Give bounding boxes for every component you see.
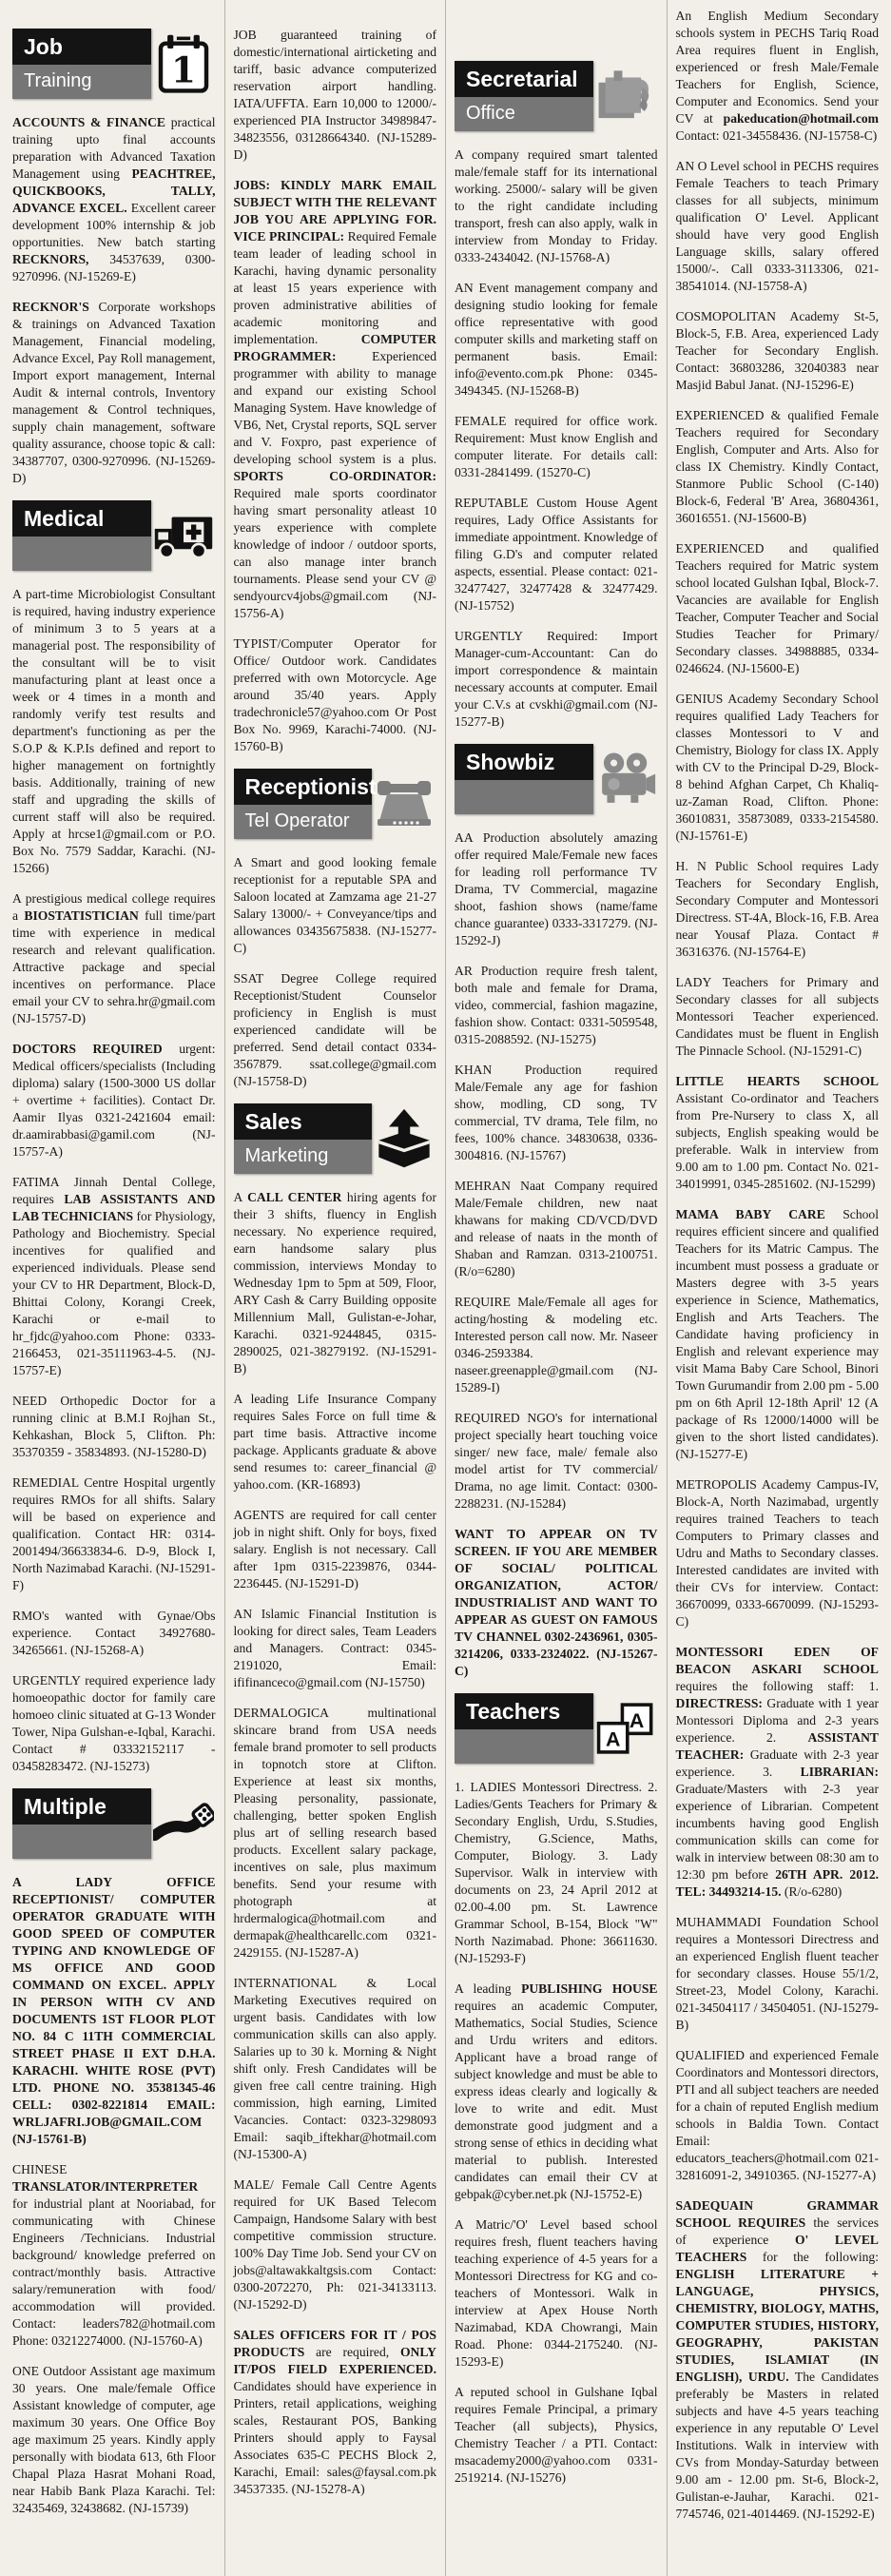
ad-text-bold: LIBRARIAN: <box>800 1765 879 1779</box>
classified-ad <box>234 1507 437 1592</box>
ad-text: A reputed school in Gulshane Iqbal requires Female Principal, a primary Teacher (all subjects), Physics, Chemistry Teacher / a PTI. Contact: msacademy2000@yahoo.com 0331-2519214. (NJ-15276) <box>455 2385 658 2485</box>
classified-ad <box>12 2363 216 2517</box>
ad-text: (R/o-6280) <box>781 1884 843 1899</box>
column-4 <box>667 0 888 2576</box>
ad-text: The Candidates preferably be Masters in related subjects and have 4-5 years teaching experience in any reputable O' Level Institutions. Walk in interview with CVs from Monday-Saturday between 9.00 am - 12.00 pm. St-6, Block-2, Gulistan-e-Jauhar, Karachi. 021-7745746, 021-4014469. (NJ-15292-E) <box>675 2370 879 2521</box>
ad-text-bold: TRANSLATOR/INTERPRETER <box>12 2179 199 2194</box>
section-title: Medical <box>12 500 151 537</box>
classified-ad <box>12 1874 216 2148</box>
classified-ad <box>676 407 880 527</box>
classified-ad <box>455 413 658 481</box>
classified-ad <box>676 858 880 961</box>
section-header-receptionist-tel-operator <box>234 769 437 839</box>
section-header-bars <box>12 29 151 99</box>
ad-text-bold: DIRECTRESS: <box>675 1696 763 1710</box>
classified-ad <box>676 1206 880 1463</box>
ad-text: A <box>233 1190 248 1204</box>
classified-ad <box>455 2384 658 2487</box>
ad-text: An English Medium Secondary schools system in PECHS Tariq Road Area requires fluent in English, experienced or fresh Male/Female Teachers for English, Science, Computer and Economics. Send your CV at <box>675 9 879 126</box>
ad-text: the services of experience <box>675 2215 879 2247</box>
section-title: Job <box>12 29 151 65</box>
ad-text: AN O Level school in PECHS requires Female Teachers to teach Primary classes for all subjects, minimum qualification O' Level. Applicant should have very good English Language skills, salary offered 15000/-. Call 0333-3113306, 021-38541014. (NJ-15758-A) <box>675 159 879 293</box>
ad-text: H. N Public School requires Lady Teachers for Secondary English, Secondary Computer and Montessori Directress. ST-4A, Block-16, F.B. Area near Yousaf Plaza. Contact # 36316376. (NJ-15764-E) <box>675 859 879 959</box>
ad-text: A leading Life Insurance Company requires Sales Force on full time & part time basis. Attractive income package. Applicants graduate & above send resumes to: career_financial @ yahoo.com. (KR-16893) <box>233 1392 436 1492</box>
section-title: Showbiz <box>455 744 593 780</box>
ad-text: practical training upto final accounts preparation with Advanced Taxation Management using <box>12 115 216 181</box>
classified-ad <box>234 2176 437 2313</box>
classified-ad <box>676 8 880 145</box>
section-title: Sales <box>234 1103 373 1140</box>
classified-ad <box>676 158 880 295</box>
classified-ad <box>455 146 658 266</box>
section-header-showbiz <box>455 744 658 814</box>
ad-text-bold: CALL CENTER <box>247 1190 342 1204</box>
film-projector-icon <box>593 749 658 810</box>
section-subtitle: Tel Operator <box>234 805 373 839</box>
ad-text: TYPIST/Computer Operator for Office/ Outdoor work. Candidates preferred with own Motorcycle. Age around 35/40 years. Apply tradechronicle57@yahoo.com Or Post Box No. 9969, Karachi-74000. (NJ-15760-B) <box>233 636 436 753</box>
classified-ad <box>455 280 658 400</box>
ad-text: Contact: 021-34558436. (NJ-15758-C) <box>675 128 878 143</box>
ad-text: Graduate with 1 year Montessori Diploma and 2-3 years experience. 2. <box>675 1696 879 1745</box>
classified-ad <box>455 1981 658 2203</box>
svg-text:A: A <box>629 1709 644 1733</box>
ad-text: MEHRAN Naat Company required Male/Female children, new naat khawans for making CD/VCD/DVD and release of naats in the month of Shaban and Ramzan. 0313-2100751. (R/o=6280) <box>455 1179 658 1278</box>
ad-text: COSMOPOLITAN Academy St-5, Block-5, F.B. Area, experienced Lady Teacher for Secondary English. Contact: 36803286, 32040383 near Masjid Babul Janat. (NJ-15296-E) <box>675 309 879 392</box>
office-files-icon <box>593 66 658 127</box>
section-header-bars <box>12 1788 151 1859</box>
classified-ad <box>455 1294 658 1396</box>
ad-text-bold: ACCOUNTS & FINANCE <box>12 115 165 129</box>
ad-text: REPUTABLE Custom House Agent requires, Lady Office Assistants for immediate appointment. Knowledge of filing G.D's and computer related aspects, essential. Please contact: 021-32477427, 32477428 & 32477429. (NJ-15752) <box>455 496 658 613</box>
ad-text: A Matric/'O' Level based school requires fresh, fluent teachers having teaching experience of 4-5 years for a Montessori Directress for KG and co-teachers of Montessori. Walk in interview at Apex House North Nazimabad, KDA Chowrangi, Main Road. Phone: 0344-2175240. (NJ-15293-E) <box>455 2217 658 2369</box>
classified-ad <box>234 1975 437 2163</box>
classified-ad <box>676 540 880 677</box>
ad-text: Experienced programmer with ability to manage and expand our existing School Managing System. Have knowledge of VB6, Net, Crystal reports, SQL server and V. Foxpro, past experience of developing school system is a plus. <box>233 349 436 466</box>
ad-text: JOB guaranteed training of domestic/international airticketing and tariff, basic advance computerized reservation airport handling. IATA/UFFTA. Earn 10,000 to 12000/- experienced PIA Instructor 34989847-34823556, 03128664340. (NJ-15289-D) <box>233 28 436 162</box>
ad-text-bold: A LADY OFFICE RECEPTIONIST/ COMPUTER OPERATOR GRADUATE WITH GOOD SPEED OF COMPUTER TYPING AND KNOWLEDGE OF MS OFFICE AND GOOD COMMAND ON EXCEL. APPLY IN PERSON WITH CV AND DOCUMENTS 1ST FLOOR PLOT NO. 84 C 11TH COMMERCIAL STREET PHASE II EXT D.H.A. KARACHI. WHITE ROSE (PVT) LTD. PHONE NO. 35381345-46 CELL: 0302-8221814 EMAIL: WRLJAFRI.JOB@GMAIL.COM (NJ-15761-B) <box>12 1875 216 2146</box>
ad-text-bold: LITTLE HEARTS SCHOOL <box>675 1074 879 1088</box>
ad-text: 1. LADIES Montessori Directress. 2. Ladies/Gents Teachers for Primary & Secondary English, Urdu, S.Studies, Chemistry, G.Science, Maths, Computer, Biology. 3. Lady Supervisor. Walk in interview with documents on 23, 24 April 2012 at 02.00-4.00 pm. St. Lawrence Grammar School, B-154, Block "W" North Nazimabad. Phone: 36611630. (NJ-15293-F) <box>455 1780 658 1965</box>
section-subtitle: Office <box>455 97 593 131</box>
ad-text: A part-time Microbiologist Consultant is required, having industry experience of minimum 3 to 5 years at a managerial post. The responsibility of the consultant will be to visit manufacturing plant at least once a week or 4 times in a month and randomly verify test results and department's functioning as per the S.O.P & K.P.Is defined and report to higher management on fortnightly basis. Additionally, training of new staff and upgrading the skills of current staff will also be required. Apply at hrcse1@gmail.com or P.O. Box No. 7579 Saddar, Karachi. (NJ-15266) <box>12 587 216 875</box>
ad-text: CHINESE <box>12 2162 68 2176</box>
ad-text: REMEDIAL Centre Hospital urgently requires RMOs for all shifts. Salary will be based on experience and qualification. Contact HR: 0314-2001494/36633834-6. D-9, Block I, North Nazimabad Karachi. (NJ-15291-F) <box>12 1475 216 1592</box>
section-title: Teachers <box>455 1693 593 1729</box>
ad-text: SSAT Degree College required Receptionist/Student Counselor proficiency in English is must experienced candidate will be preferred. Send detail contact 0334-3567879. ssat.college@gmail.com (NJ-15758-D) <box>233 971 436 1088</box>
ad-text-bold: JOBS: KINDLY MARK EMAIL SUBJECT WITH THE RELEVANT JOB YOU ARE APPLYING FOR. VICE PRINCIPAL: <box>233 178 436 244</box>
ad-text-bold: pakeducation@hotmail.com <box>723 111 879 126</box>
ad-text: QUALIFIED and experienced Female Coordinators and Montessori directors, PTI and all subject teachers are needed for a chain of reputed English medium schools in Baldia Town. Contact Email: educators_teachers@hotmail.com 021-32816091-2, 34910365. (NJ-15277-A) <box>675 2048 879 2182</box>
classified-ad <box>676 308 880 394</box>
notepad-1-icon <box>151 33 216 94</box>
section-header-teachers <box>455 1693 658 1764</box>
section-header-job-training <box>12 29 216 99</box>
ad-text: School requires efficient sincere and qualified Teachers for its Matric Campus. The incumbent must possess a graduate or Masters degree with 3-5 years experience in Science, Mathematics, English and Arts Teachers. The Candidate having proficiency in English and relevant experience may visit Mama Baby Care School, Binori Town Gurumandir from 2.00 pm - 5.00 pm on 6th April 12-18th April' 12 (A package of Rs 12000/14000 will be given to the short listed candidates). (NJ-15277-E) <box>675 1207 879 1461</box>
classified-ad <box>234 2327 437 2498</box>
ad-text: FEMALE required for office work. Requirement: Must know English and computer literate. For details call: 0331-2841499. (15270-C) <box>455 414 658 479</box>
ad-text-bold: SADEQUAIN GRAMMAR SCHOOL REQUIRES <box>675 2198 879 2230</box>
section-header-secretarial-office <box>455 61 658 131</box>
ad-text: MUHAMMADI Foundation School requires a Montessori Directress and an experienced English fluent teacher for secondary classes. House 55/1/2, Street-23, Model Colony, Karachi. 021-34504117 / 34504051. (NJ-15279-B) <box>675 1915 879 2032</box>
ad-text: MALE/ Female Call Centre Agents required for UK Based Telecom Campaign, Handsome Salary with best competitive commission structure. 100% Day Time Job. Send your CV on jobs@altawakkaltgsis.com Contact: 0300-2072270, Ph: 021-34133113. (NJ-15292-D) <box>233 2177 436 2312</box>
section-header-bars <box>455 744 593 814</box>
ad-text: URGENTLY Required: Import Manager-cum-Accountant: Can do import correspondence & maintain necessary accounts at computer. Email your C.V.s at cvskhi@gmail.com (NJ-15277-B) <box>455 629 658 729</box>
ad-text: RMO's wanted with Gynae/Obs experience. Contact 34927680-34265661. (NJ-15268-A) <box>12 1609 216 1657</box>
classified-ad <box>455 829 658 949</box>
ad-text: are required, <box>304 2345 400 2359</box>
classified-ad <box>234 1606 437 1691</box>
ad-text: Graduate with 2-3 year experience. 3. <box>675 1747 879 1779</box>
section-title: Receptionist <box>234 769 373 805</box>
ad-text: Assistant Co-ordinator and Teachers from Pre-Nursery to class X, all subjects, English speaking would be preferable. Walk in interview from 9.00 am to 1.00 pm. Contact No. 021-34019991, 0345-2851602. (NJ-15299) <box>675 1091 879 1191</box>
section-subtitle: Training <box>12 65 151 99</box>
classified-ad <box>12 890 216 1027</box>
ad-text-bold: SPORTS CO-ORDINATOR: <box>233 469 436 483</box>
classified-ad <box>234 635 437 755</box>
cable-icon <box>151 1793 216 1854</box>
classified-ad <box>12 1672 216 1775</box>
classified-ad <box>12 1393 216 1461</box>
classified-ad <box>234 1391 437 1493</box>
ad-text: for industrial plant at Nooriabad, for communicating with Chinese Engineers /Technicians. Industrial background/ knowledge preferred on contract/monthly basis. Attractive salary/remuneration with food/ accommodation will provided. Contact: leaders782@hotmail.com Phone: 03212274000. (NJ-15760-A) <box>12 2196 216 2348</box>
ad-text: requires an academic Computer, Mathematics, Social Studies, Science and Urdu writers and editors. Applicant have a broad range of subject knowledge and must be able to express ideas clearly and logically & love to write and edit. Must demonstrate good judgment and a strong sense of ethics in deciding what material to publish. Interested candidates can email their CV at gebpak@cyber.net.pk (NJ-15752-E) <box>455 1999 658 2201</box>
section-header-multiple <box>12 1788 216 1859</box>
classified-ad <box>234 1705 437 1961</box>
section-title: Multiple <box>12 1788 151 1825</box>
ad-text: AN Islamic Financial Institution is looking for direct sales, Team Leaders and Managers. Contract: 0345-2191020, Email: ififinanceco@gmail.com (NJ-15750) <box>233 1607 436 1689</box>
ad-text: Required Female team leader of leading school in Karachi, having dynamic personality at least 15 years experience with proven administrative abilities of academic monitoring and implementation. <box>233 229 436 346</box>
ad-text-bold: RECKNOR'S <box>12 300 89 314</box>
classified-ad <box>234 27 437 164</box>
classified-ad <box>676 2197 880 2523</box>
ad-text-bold: RECKNORS, <box>12 252 89 266</box>
section-subtitle <box>12 1825 151 1859</box>
section-header-bars <box>234 1103 373 1174</box>
classified-ad <box>676 1073 880 1193</box>
ad-text: AA Production absolutely amazing offer required Male/Female new faces for leading roll performance TV Drama, TV Commercial, magazine shoot, fashion shows (name/fame chance guarantee) 0333-3317279. (NJ-15292-J) <box>455 830 658 947</box>
classified-ad <box>676 691 880 845</box>
classified-ad <box>12 1474 216 1594</box>
ad-text-bold: BIOSTATISTICIAN <box>24 908 139 923</box>
classified-ad <box>234 970 437 1090</box>
ad-text: Graduate/Masters with 2-3 year experience of Librarian. Competent incumbents having good English communication skills can come for walk in interview between 08:30 am to 12:30 pm before <box>675 1782 879 1882</box>
classified-ad <box>12 299 216 487</box>
classified-ad <box>455 1526 658 1680</box>
section-header-bars <box>455 61 593 131</box>
ad-text-bold: LAB ASSISTANTS AND LAB TECHNICIANS <box>12 1192 216 1223</box>
classified-ad <box>12 1041 216 1161</box>
ad-text: urgent: Medical officers/specialists (Including diploma) salary (1500-3000 US dollar + overtime + facilities). Contact Dr. Aamir Ilyas 0321-2421604 email: dr.aamirabbasi@gamil.com (NJ-15757-A) <box>12 1042 216 1159</box>
ad-text: A Smart and good looking female receptionist for a reputable SPA and Saloon located at Zamzama age 21-27 Salary 13000/- + Conveyance/tips and allowances 03435675838. (NJ-15277-C) <box>233 855 436 955</box>
classified-ad <box>12 2161 216 2350</box>
ad-text: INTERNATIONAL & Local Marketing Executives required on urgent basis. Candidates with low communication skills can also apply. Salaries up to 30 k. Morning & Night shift only. Fresh Candidates will be given free call centre training. High commission, high earning, Limited Vacancies. Contact: 0323-3298093 Email: saqib_iftekhar@hotmail.com (NJ-15300-A) <box>233 1976 436 2161</box>
classified-ad <box>234 1189 437 1377</box>
ad-text: full time/part time with experience in medical research and relevant qualification. Attractive package and special incentives on performance. Place email your CV to sehra.hr@gmail.com (NJ-15757-D) <box>12 908 216 1025</box>
ad-text: A leading <box>455 1981 522 1996</box>
section-subtitle: Marketing <box>234 1140 373 1174</box>
telephone-icon <box>372 773 436 834</box>
ad-text: Corporate workshops & trainings on Advanced Taxation Management, Financial modeling, Advance Excel, Pay Roll management, Import export management, Internal Audit & internal controls, Inventory management & Control techniques, supply chain management, software quality assurance, choose topic & call: 34387707, 0300-9270996. (NJ-15269-D) <box>12 300 216 485</box>
classified-ad <box>455 1779 658 1967</box>
ad-text: A company required smart talented male/female staff for its international working. 25000/- salary will be given to the right candidate including transport, fresh can also apply, walk in interview from Monday to Friday. 0333-2434042. (NJ-15768-A) <box>455 147 658 264</box>
section-header-bars <box>234 769 377 839</box>
ad-text: DERMALOGICA multinational skincare brand from USA needs female brand promoter to sell products in topnotch store at Clifton. Experience at least six months, Pleasing personality, passionate, challenging, better spoken English plus art of selling research based products. Excellent salary package, incentives on sale, plus maximum benefits. Send your resume with photograph at hrdermalogica@hotmail.com and dermapak@healthcarellc.com 0321-2429155. (NJ-15287-A) <box>233 1706 436 1960</box>
ad-text: NEED Orthopedic Doctor for a running clinic at B.M.I Rojhan St., Kehkashan, Block 5, Clifton. Ph: 35370359 - 35834893. (NJ-15280-D) <box>12 1394 216 1459</box>
classified-ad <box>12 114 216 285</box>
section-header-medical <box>12 500 216 571</box>
classified-ad <box>676 2047 880 2184</box>
section-header-bars <box>455 1693 593 1764</box>
ad-text: hiring agents for their 3 shifts, fluency in English necessary. No experience required, earn handsome salary plus commission, interviews Monday to Wednesday 1pm to 5pm at 509, Floor, ARY Cash & Carry Building opposite Millennium Mall, Gulistan-e-Johar, Karachi. 0321-9244845, 0315-2890025, 021-38279192. (NJ-15291-B) <box>233 1190 436 1376</box>
ad-text: FATIMA Jinnah Dental College, requires <box>12 1175 216 1206</box>
ad-text: REQUIRE Male/Female all ages for acting/hosting & modeling etc. Interested person call now. Mr. Naseer 0346-2593384. naseer.greenapple@gmail.com (NJ-15289-I) <box>455 1295 658 1395</box>
ad-text: REQUIRED NGO's for international project specially heart touching voice singer/ new face, male/ female also model artist for TV commercial/ Drama, no age limit. Contact: 0300-2288231. (NJ-15284) <box>455 1411 658 1511</box>
ad-text: 34537639, 0300-9270996. (NJ-15269-E) <box>12 252 216 283</box>
ad-text: GENIUS Academy Secondary School requires qualified Lady Teachers for classes Montessori to V and Chemistry, Biology for class IX. Apply with CV to the Principal D-29, Block-8 behind Afghan Carpet, Ch Khaliq-uz-Zaman Road, Clifton. Phone: 36010831, 35873089, 0333-2154580. (NJ-15761-E) <box>675 692 879 843</box>
ad-text-bold: PUBLISHING HOUSE <box>521 1981 658 1996</box>
box-arrow-icon <box>372 1108 436 1169</box>
section-title: Secretarial <box>455 61 593 97</box>
alphabet-blocks-icon <box>593 1698 658 1759</box>
classified-ad <box>455 1410 658 1512</box>
classified-ad <box>12 1174 216 1379</box>
ad-text-bold: PEACHTREE, QUICKBOOKS, TALLY, ADVANCE EXCEL. <box>12 166 216 215</box>
ad-text: A prestigious medical college requires a <box>12 891 216 923</box>
classified-ad <box>234 177 437 622</box>
classified-ad <box>676 1476 880 1630</box>
ambulance-icon <box>151 505 216 566</box>
ad-text-bold: ENGLISH LITERATURE + LANGUAGE, PHYSICS, CHEMISTRY, BIOLOGY, MATHS, COMPUTER STUDIES, HISTORY, GEOGRAPHY, PAKISTAN STUDIES, ISLAMIAT (IN ENGLISH), URDU. <box>675 2267 879 2384</box>
ad-text-bold: 26TH APR. 2012. TEL: 34493214-15. <box>675 1867 880 1899</box>
ad-text: AN Event management company and designing studio looking for female office representative with good computer skills and marketing staff on permanent basis. Email: info@evento.com.pk Phone: 0345-3494345. (NJ-15268-B) <box>455 281 658 398</box>
ad-text-bold: MAMA BABY CARE <box>675 1207 825 1221</box>
ad-text: ONE Outdoor Assistant age maximum 30 years. One male/female Office Assistant knowledge of computer, age maximum 30 years. One Office Boy age maximum 25 years. Kindly apply personally with biodata 613, 6th Floor Chapal Plaza Hasrat Mohani Road, near Habib Bank Plaza Karachi. Tel: 32435469, 32438682. (NJ-15739) <box>12 2364 216 2515</box>
classified-ad <box>12 586 216 877</box>
section-subtitle <box>455 1729 593 1764</box>
svg-text:A: A <box>605 1727 620 1751</box>
classified-ad <box>12 1608 216 1659</box>
ad-text: METROPOLIS Academy Campus-IV, Block-A, North Nazimabad, urgently requires trained Teachers to teach Computers to Primary classes and Udru and Maths to Secondary classes. Interested candidates are invited with their CVs for interview. Contact: 36670099, 0333-6670099. (NJ-15293-C) <box>675 1477 879 1629</box>
ad-text: for the following: <box>746 2250 879 2264</box>
ad-text-bold: ONLY IT/POS FIELD EXPERIENCED. <box>233 2345 436 2376</box>
ad-text: requires the following staff: 1. <box>675 1679 879 1693</box>
ad-text: URGENTLY required experience lady homoeopathic doctor for family care homoeo clinic situated at G-13 Wonder Tower, Nipa Gulshan-e-Iqbal, Karachi. Contact # 03332152117 - 03458283472. (NJ-15273) <box>12 1673 216 1773</box>
classified-ad <box>455 628 658 731</box>
classified-ad <box>676 974 880 1060</box>
section-subtitle <box>455 780 593 814</box>
classified-ad <box>455 1178 658 1280</box>
section-subtitle <box>12 537 151 571</box>
ad-text: Required male sports coordinator having smart personality atleast 10 years experience with complete knowledge of indoor / outdoor sports, can also manage inter branch tournaments. Please send your CV @ sendyourcv4jobs@gmail.com (NJ-15756-A) <box>233 486 436 620</box>
ad-text: Excellent career development 100% internship & job opportunities. New batch starting <box>12 201 216 249</box>
ad-text-bold: ASSISTANT TEACHER: <box>675 1730 879 1762</box>
ad-text: KHAN Production required Male/Female any age for fashion show, modling, CD song, TV commercial, TV drama, Tele film, no fees, 100% chance. 34830638, 0336-3004816. (NJ-15767) <box>455 1063 658 1162</box>
section-header-bars <box>12 500 151 571</box>
ad-text-bold: SALES OFFICERS FOR IT / POS PRODUCTS <box>233 2328 436 2359</box>
column-3 <box>445 0 667 2576</box>
classified-ad <box>455 495 658 615</box>
classified-ad <box>676 1914 880 2034</box>
column-1 <box>4 0 224 2576</box>
ad-text: EXPERIENCED & qualified Female Teachers required for Secondary English, Computer and Arts. Also for class IX Chemistry. Kindly Contact, Stanmore Public School (C-140) Block-6, Federal 'B' Area, 36804361, 36016551. (NJ-15600-B) <box>675 408 879 525</box>
ad-text-bold: O' LEVEL TEACHERS <box>675 2233 879 2264</box>
classified-ad <box>455 2216 658 2371</box>
ad-text: LADY Teachers for Primary and Secondary classes for all subjects Montessori Teacher experienced. Candidates must be fluent in English The Pinnacle School. (NJ-15291-C) <box>675 975 879 1058</box>
ad-text: EXPERIENCED and qualified Teachers required for Matric system school located Gulshan Iqbal, Block-7. Vacancies are available for English Teacher, Computer Teacher and Social Studies Teacher for Primary/ Secondary classes. 34988885, 0334-0246624. (NJ-15600-E) <box>675 541 879 675</box>
classified-ad <box>234 854 437 957</box>
ad-text-bold: WANT TO APPEAR ON TV SCREEN. IF YOU ARE MEMBER OF SOCIAL/ POLITICAL ORGANIZATION, ACTOR/ INDUSTRIALIST AND WANT TO APPEAR AS GUEST ON FAMOUS TV CHANNEL 0302-2436961, 0305-3214206, 0333-2324022. (NJ-15267-C) <box>455 1527 658 1678</box>
ad-text-bold: COMPUTER PROGRAMMER: <box>233 332 436 363</box>
classified-ad <box>455 1062 658 1164</box>
ad-text-bold: DOCTORS REQUIRED <box>12 1042 163 1056</box>
ad-text: AR Production require fresh talent, both male and female for Drama, video, commercial, fashion magazine, fashion show. Contact: 0331-5059548, 0315-2088592. (NJ-15275) <box>455 964 658 1046</box>
ad-text: for Physiology, Pathology and Biochemistry. Special incentives for qualified and experienced individuals. Please send your CV to HR Department, Block-D, Bhittai Colony, Korangi Creek, Karachi or e-mail to hr_fjdc@yahoo.com Phone: 0333-2166453, 021-35111963-4-5. (NJ-15757-E) <box>12 1209 216 1377</box>
section-header-sales-marketing <box>234 1103 437 1174</box>
classified-ad <box>676 1644 880 1901</box>
ad-text-bold: MONTESSORI EDEN OF BEACON ASKARI SCHOOL <box>675 1645 879 1676</box>
column-2 <box>224 0 446 2576</box>
svg-text:1: 1 <box>170 49 196 91</box>
classified-ad <box>455 963 658 1048</box>
ad-text: Candidates should have experience in Printers, retail applications, weighing scales, Restaurant POS, Banking Printers should apply to Faysal Associates 635-C PECHS Block 2, Karachi, Email: sales@faysal.com.pk 34537335. (NJ-15278-A) <box>233 2379 436 2496</box>
ad-text: AGENTS are required for call center job in night shift. Only for boys, fixed salary. English is not necessary. Call after 1pm 0315-2239876, 0344-2236445. (NJ-15291-D) <box>233 1508 436 1590</box>
